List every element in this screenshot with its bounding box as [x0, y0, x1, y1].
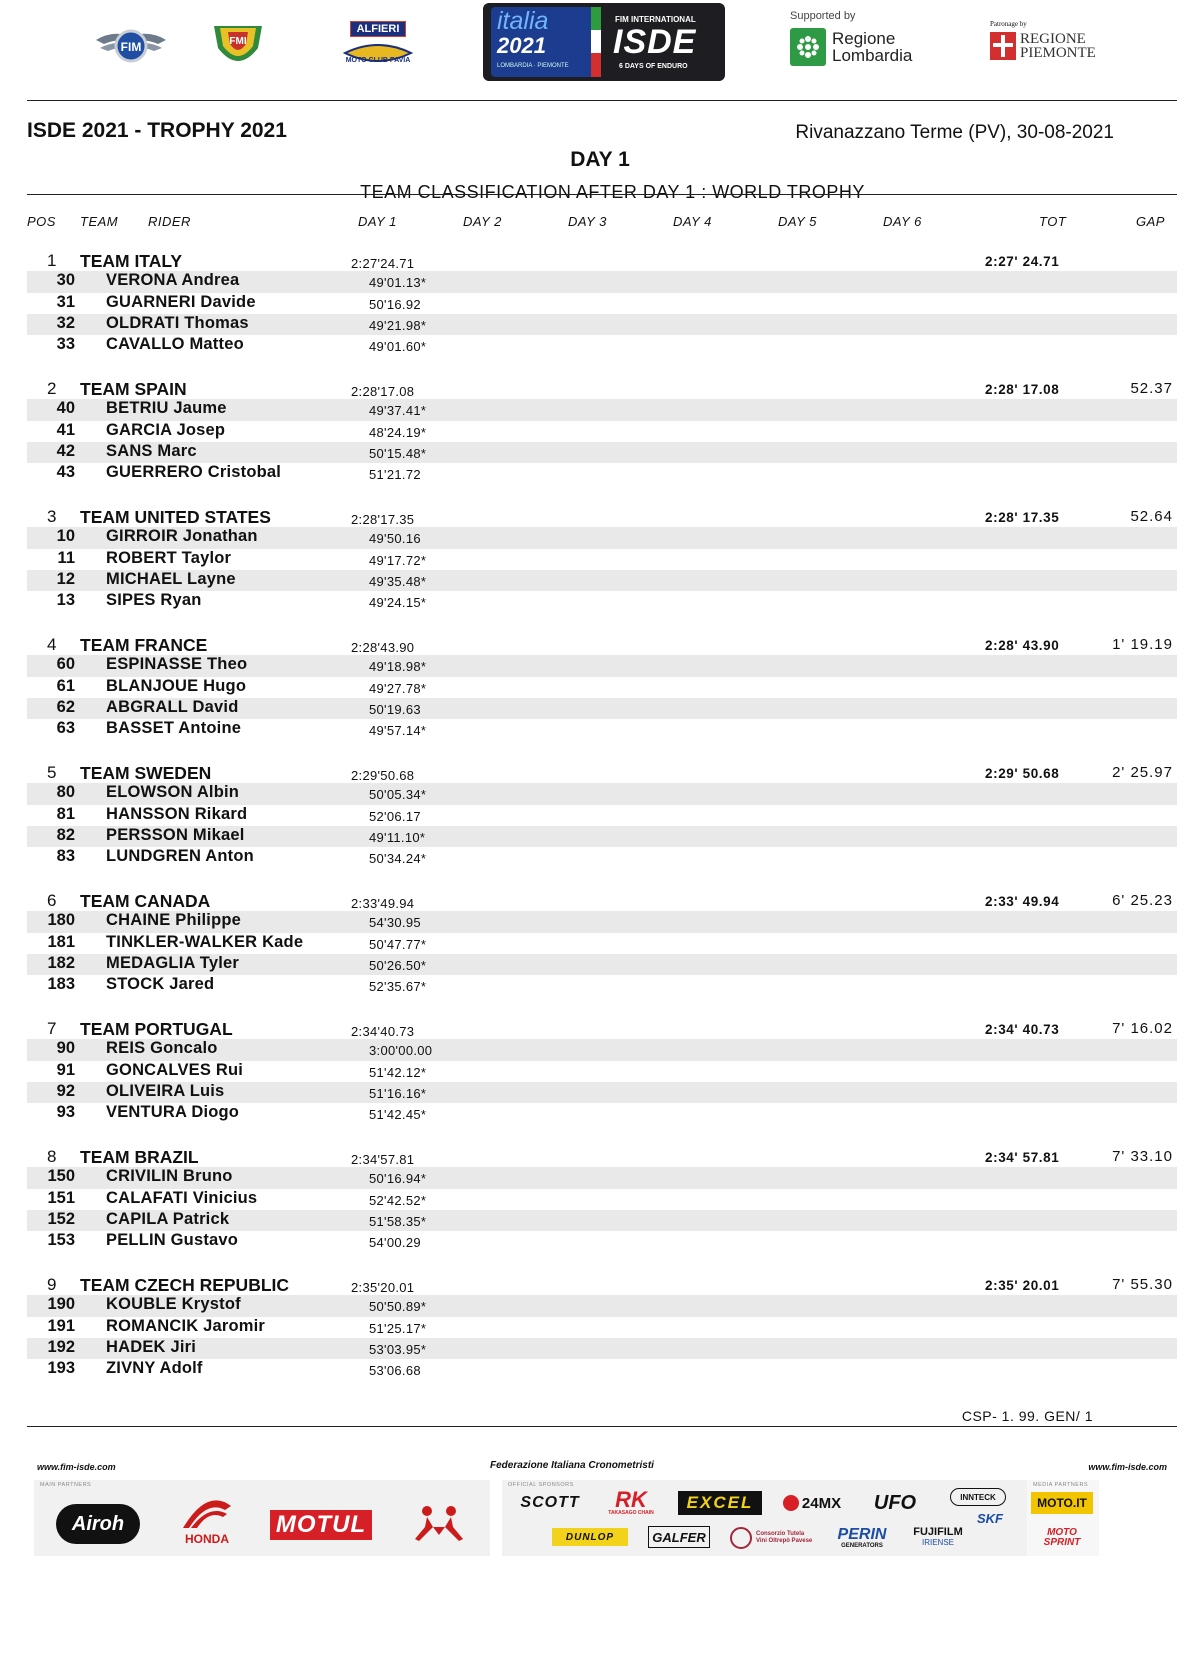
team-block	[27, 634, 1177, 762]
col-day6: DAY 6	[883, 214, 922, 229]
rider-row	[27, 527, 1177, 548]
rider-name: OLDRATI Thomas	[106, 313, 249, 332]
rider-number: 13	[56, 591, 75, 610]
motoclub-text: MOTO CLUB PAVIA	[345, 56, 411, 64]
rider-day1: 49'37.41*	[369, 403, 427, 419]
rider-name: ESPINASSE Theo	[106, 655, 248, 674]
motoit-logo: MOTO.IT	[1031, 1492, 1093, 1514]
rider-row	[27, 1082, 1177, 1103]
rider-name: GUERRERO Cristobal	[106, 463, 282, 482]
rider-name: HADEK Jiri	[106, 1337, 197, 1356]
rider-day1: 51'42.45*	[369, 1107, 427, 1123]
rider-name: ROMANCIK Jaromir	[106, 1316, 266, 1335]
kappa-logo	[402, 1500, 476, 1546]
24mx-logo	[780, 1492, 844, 1514]
team-day1: 2:28'17.35	[351, 512, 415, 527]
rider-name: SANS Marc	[106, 441, 197, 460]
rider-number: 41	[56, 420, 75, 439]
rider-name: GARCIA Josep	[106, 420, 226, 439]
rider-day1: 49'17.72*	[369, 552, 427, 568]
rider-row	[27, 975, 1177, 996]
consorzio-logo	[730, 1524, 820, 1552]
italia-text: italia	[497, 7, 549, 35]
rider-row	[27, 1231, 1177, 1252]
rider-number: 152	[47, 1209, 75, 1228]
rider-day1: 54'30.95	[369, 915, 421, 931]
col-team: TEAM	[80, 214, 119, 229]
col-day5: DAY 5	[778, 214, 817, 229]
team-tot: 2:34' 57.81	[985, 1150, 1060, 1165]
rider-name: CAVALLO Matteo	[106, 335, 244, 354]
team-pos: 4	[47, 635, 57, 654]
rider-number: 83	[56, 847, 75, 866]
rider-day1: 53'03.95*	[369, 1341, 427, 1357]
rider-name: MEDAGLIA Tyler	[106, 953, 239, 972]
rider-name: CHAINE Philippe	[106, 911, 242, 930]
team-pos: 7	[47, 1019, 57, 1038]
regione-lombardia-logo	[790, 10, 940, 72]
rider-row	[27, 826, 1177, 847]
rider-day1: 49'35.48*	[369, 573, 427, 589]
team-row	[27, 1146, 1177, 1167]
rider-day1: 50'34.24*	[369, 851, 427, 867]
rider-row	[27, 805, 1177, 826]
rider-name: MICHAEL Layne	[106, 569, 236, 588]
rider-number: 80	[56, 783, 75, 802]
media-partners-label: MEDIA PARTNERS	[1033, 1482, 1089, 1488]
team-row	[27, 762, 1177, 783]
regione-text: Regione	[832, 29, 896, 48]
rider-row	[27, 1295, 1177, 1316]
rider-name: GONCALVES Rui	[106, 1060, 244, 1079]
team-name: TEAM PORTUGAL	[80, 1019, 233, 1039]
team-day1: 2:33'49.94	[351, 896, 415, 911]
rider-day1: 52'35.67*	[369, 979, 427, 995]
rider-row	[27, 1317, 1177, 1338]
team-row	[27, 250, 1177, 271]
consorzio-text: Consorzio Tutela Vini Oltrepò Pavese	[756, 1531, 813, 1544]
rk-text: RK	[615, 1487, 647, 1512]
24mx-text: 24MX	[801, 1494, 842, 1512]
rider-day1: 49'27.78*	[369, 680, 427, 696]
inntek-logo: INNTECK	[950, 1488, 1006, 1506]
rider-day1: 51'25.17*	[369, 1320, 427, 1336]
rider-name: KOUBLE Krystof	[106, 1295, 241, 1314]
rider-row	[27, 1189, 1177, 1210]
motul-logo: MOTUL	[270, 1510, 372, 1540]
team-tot: 2:34' 40.73	[985, 1022, 1060, 1037]
galfer-logo: GALFER	[648, 1526, 710, 1548]
team-name: TEAM UNITED STATES	[80, 507, 271, 527]
rider-number: 11	[57, 548, 75, 567]
team-row	[27, 1274, 1177, 1295]
piemonte-shield-icon	[990, 32, 1016, 60]
team-name: TEAM SWEDEN	[80, 763, 212, 783]
team-tot: 2:27' 24.71	[985, 254, 1060, 269]
rider-row	[27, 677, 1177, 698]
rider-day1: 49'11.10*	[369, 829, 426, 845]
team-tot: 2:35' 20.01	[985, 1278, 1060, 1293]
team-name: TEAM CZECH REPUBLIC	[80, 1275, 290, 1295]
rider-day1: 49'50.16	[369, 531, 421, 547]
team-name: TEAM FRANCE	[80, 635, 208, 655]
rider-number: 193	[47, 1359, 75, 1378]
rider-day1: 49'21.98*	[369, 317, 427, 333]
rider-number: 63	[56, 719, 75, 738]
isde-top-text: FIM INTERNATIONAL	[615, 15, 696, 24]
team-name: TEAM CANADA	[80, 891, 211, 911]
rider-name: HANSSON Rikard	[106, 804, 248, 823]
team-pos: 6	[47, 891, 57, 910]
rider-day1: 50'05.34*	[369, 787, 427, 803]
rider-number: 91	[56, 1060, 75, 1079]
team-gap: 7' 33.10	[1112, 1148, 1173, 1165]
lombardia-piemonte-text: LOMBARDIA · PIEMONTE	[497, 63, 569, 69]
rider-row	[27, 1103, 1177, 1124]
rider-number: 62	[56, 697, 75, 716]
rider-day1: 50'47.77*	[369, 936, 427, 952]
rider-row	[27, 335, 1177, 356]
team-name: TEAM ITALY	[80, 251, 183, 271]
team-pos: 2	[47, 379, 57, 398]
rider-number: 93	[56, 1103, 75, 1122]
rider-number: 40	[56, 399, 75, 418]
day-title: DAY 1	[570, 148, 630, 171]
rider-day1: 51'21.72	[369, 467, 421, 483]
rider-row	[27, 1061, 1177, 1082]
24mx-circle-icon	[783, 1495, 799, 1511]
rider-number: 12	[56, 569, 75, 588]
team-day1: 2:34'57.81	[351, 1152, 415, 1167]
rider-name: BLANJOUE Hugo	[106, 676, 247, 695]
rider-row	[27, 954, 1177, 975]
federation-text: Federazione Italiana Cronometristi	[490, 1460, 654, 1471]
rider-day1: 51'16.16*	[369, 1085, 427, 1101]
team-tot: 2:29' 50.68	[985, 766, 1060, 781]
team-block	[27, 762, 1177, 890]
team-day1: 2:35'20.01	[351, 1280, 415, 1295]
isde-2021-logo	[483, 3, 725, 81]
team-row	[27, 634, 1177, 655]
classification-title: TEAM CLASSIFICATION AFTER DAY 1 : WORLD TROPHY	[360, 182, 865, 202]
col-day2: DAY 2	[463, 214, 502, 229]
rider-row	[27, 421, 1177, 442]
perin-sub-text: GENERATORS	[841, 1543, 883, 1549]
team-gap: 1' 19.19	[1112, 636, 1173, 653]
rider-day1: 49'01.13*	[369, 275, 427, 291]
svg-text:FMI: FMI	[229, 36, 247, 47]
rider-row	[27, 933, 1177, 954]
consorzio-seal-icon	[730, 1527, 752, 1549]
rider-name: ELOWSON Albin	[106, 783, 240, 802]
team-pos: 8	[47, 1147, 57, 1166]
team-day1: 2:29'50.68	[351, 768, 415, 783]
rider-name: VERONA Andrea	[106, 271, 240, 290]
rider-day1: 51'42.12*	[369, 1064, 427, 1080]
fujifilm-text: FUJIFILM	[913, 1525, 963, 1538]
team-gap: 52.64	[1130, 508, 1173, 525]
team-name: TEAM BRAZIL	[80, 1147, 199, 1167]
rider-day1: 49'24.15*	[369, 595, 427, 611]
team-row	[27, 506, 1177, 527]
col-day1: DAY 1	[358, 214, 397, 229]
rider-day1: 52'06.17	[369, 808, 421, 824]
rider-row	[27, 1359, 1177, 1380]
rider-number: 10	[56, 527, 75, 546]
col-day4: DAY 4	[673, 214, 712, 229]
rider-number: 60	[56, 655, 75, 674]
dunlop-logo: DUNLOP	[552, 1528, 628, 1546]
isde-text: ISDE	[613, 23, 697, 61]
piemonte-text: PIEMONTE	[1020, 45, 1096, 61]
regione-piemonte-logo	[990, 20, 1110, 66]
team-row	[27, 378, 1177, 399]
rider-name: LUNDGREN Anton	[106, 847, 254, 866]
year-text: 2021	[497, 33, 546, 58]
rider-day1: 52'42.52*	[369, 1192, 427, 1208]
team-day1: 2:34'40.73	[351, 1024, 415, 1039]
rider-row	[27, 442, 1177, 463]
rider-row	[27, 271, 1177, 292]
rider-row	[27, 293, 1177, 314]
team-row	[27, 1018, 1177, 1039]
rider-name: BETRIU Jaume	[106, 399, 227, 418]
regione-piemonte-text: REGIONE	[1020, 31, 1086, 47]
lombardia-rose-icon	[790, 28, 826, 66]
team-pos: 1	[47, 251, 57, 270]
rider-name: CAPILA Patrick	[106, 1209, 230, 1228]
rider-name: GIRROIR Jonathan	[106, 527, 258, 546]
team-tot: 2:28' 43.90	[985, 638, 1060, 653]
team-block	[27, 1146, 1177, 1274]
place-date: Rivanazzano Terme (PV), 30-08-2021	[795, 122, 1114, 143]
motosprint-logo: MOTO SPRINT	[1043, 1527, 1081, 1548]
airoh-logo: Airoh	[56, 1504, 140, 1544]
col-rider: RIDER	[148, 214, 191, 229]
rider-row	[27, 570, 1177, 591]
rider-name: STOCK Jared	[106, 975, 215, 994]
rider-row	[27, 719, 1177, 740]
fujifilm-logo	[906, 1520, 970, 1552]
col-tot: TOT	[1039, 214, 1067, 229]
rider-name: OLIVEIRA Luis	[106, 1081, 225, 1100]
rider-number: 42	[56, 441, 75, 460]
rider-number: 31	[56, 292, 75, 311]
rider-number: 61	[56, 676, 75, 695]
isde-sub-text: 6 DAYS OF ENDURO	[619, 63, 688, 70]
footer-rule	[27, 1426, 1177, 1427]
col-pos: POS	[27, 214, 56, 229]
alfieri-text: ALFIERI	[350, 21, 407, 37]
rider-row	[27, 698, 1177, 719]
rider-number: 180	[47, 911, 75, 930]
perin-text: PERIN	[837, 1526, 887, 1543]
team-pos: 3	[47, 507, 57, 526]
media-partners-panel	[1027, 1480, 1099, 1556]
rider-name: REIS Goncalo	[106, 1039, 218, 1058]
rider-name: PELLIN Gustavo	[106, 1231, 239, 1250]
rider-row	[27, 783, 1177, 804]
excel-logo: EXCEL	[678, 1491, 762, 1515]
team-block	[27, 890, 1177, 1018]
rider-row	[27, 549, 1177, 570]
rider-number: 32	[56, 313, 75, 332]
ufo-logo: UFO	[873, 1491, 917, 1514]
rider-number: 182	[47, 953, 75, 972]
team-pos: 9	[47, 1275, 57, 1294]
rider-name: TINKLER-WALKER Kade	[106, 932, 304, 951]
rider-row	[27, 1338, 1177, 1359]
svg-text:FIM: FIM	[120, 40, 142, 54]
rider-number: 192	[47, 1337, 75, 1356]
main-partners-label: MAIN PARTNERS	[40, 1482, 92, 1488]
rider-name: ABGRALL David	[106, 697, 239, 716]
fujifilm-sub-text: IRIENSE	[921, 1537, 954, 1547]
rider-row	[27, 463, 1177, 484]
rider-number: 151	[47, 1188, 75, 1207]
column-header-rule	[27, 194, 1177, 195]
rider-number: 33	[56, 335, 75, 354]
patronage-text: Patronage by	[990, 20, 1027, 28]
rider-row	[27, 591, 1177, 612]
rider-row	[27, 314, 1177, 335]
team-block	[27, 250, 1177, 378]
rider-row	[27, 1210, 1177, 1231]
honda-logo	[172, 1494, 242, 1550]
team-tot: 2:28' 17.35	[985, 510, 1060, 525]
col-day3: DAY 3	[568, 214, 607, 229]
rider-day1: 49'01.60*	[369, 339, 427, 355]
rider-day1: 50'16.92	[369, 296, 421, 312]
rider-row	[27, 1039, 1177, 1060]
rider-row	[27, 911, 1177, 932]
team-gap: 2' 25.97	[1112, 764, 1173, 781]
rider-day1: 49'57.14*	[369, 723, 427, 739]
team-gap: 6' 25.23	[1112, 892, 1173, 909]
team-gap: 7' 55.30	[1112, 1276, 1173, 1293]
main-partners-panel	[34, 1480, 490, 1556]
official-sponsors-panel	[502, 1480, 1027, 1556]
lombardia-text: Lombardia	[832, 46, 913, 65]
team-block	[27, 1274, 1177, 1402]
rider-day1: 50'26.50*	[369, 957, 427, 973]
official-sponsors-label: OFFICIAL SPONSORS	[508, 1482, 574, 1488]
team-day1: 2:28'17.08	[351, 384, 415, 399]
skf-logo: SKF	[977, 1510, 1003, 1526]
rider-number: 153	[47, 1231, 75, 1250]
rider-number: 181	[47, 932, 75, 951]
fmi-logo	[208, 18, 268, 74]
team-block	[27, 1018, 1177, 1146]
rider-day1: 50'15.48*	[369, 445, 427, 461]
honda-text: HONDA	[185, 1532, 229, 1546]
rider-day1: 50'19.63	[369, 701, 421, 717]
rk-logo	[602, 1487, 660, 1516]
footer-url-right[interactable]: www.fim-isde.com	[1088, 1462, 1167, 1472]
col-gap: GAP	[1136, 214, 1165, 229]
team-gap: 52.37	[1130, 380, 1173, 397]
rider-day1: 48'24.19*	[369, 424, 427, 440]
team-block	[27, 506, 1177, 634]
rider-number: 150	[47, 1167, 75, 1186]
team-tot: 2:33' 49.94	[985, 894, 1060, 909]
rider-name: SIPES Ryan	[106, 591, 202, 610]
rider-name: CALAFATI Vinicius	[106, 1188, 258, 1207]
document-title: ISDE 2021 - TROPHY 2021	[27, 119, 287, 142]
fim-logo	[92, 22, 170, 70]
alfieri-logo	[330, 16, 426, 68]
rider-name: ROBERT Taylor	[106, 548, 232, 567]
rider-row	[27, 1167, 1177, 1188]
rider-row	[27, 655, 1177, 676]
team-day1: 2:27'24.71	[351, 256, 415, 271]
rk-sub-text: TAKASAGO CHAIN	[608, 1510, 654, 1516]
rider-number: 183	[47, 975, 75, 994]
rider-number: 92	[56, 1081, 75, 1100]
sponsor-footer	[27, 1452, 1177, 1662]
rider-day1: 51'58.35*	[369, 1213, 427, 1229]
kappa-figures-icon	[407, 1503, 471, 1543]
rider-row	[27, 847, 1177, 868]
team-gap: 7' 16.02	[1112, 1020, 1173, 1037]
rider-number: 191	[47, 1316, 75, 1335]
rider-name: GUARNERI Davide	[106, 292, 256, 311]
rider-day1: 3:00'00.00	[369, 1043, 433, 1059]
rider-number: 81	[56, 804, 75, 823]
rider-name: VENTURA Diogo	[106, 1103, 240, 1122]
perin-logo	[832, 1524, 892, 1552]
honda-wing-icon	[179, 1498, 235, 1532]
rider-number: 90	[56, 1039, 75, 1058]
supported-by-text: Supported by	[790, 10, 856, 22]
rider-name: CRIVILIN Bruno	[106, 1167, 233, 1186]
team-name: TEAM SPAIN	[80, 379, 187, 399]
team-pos: 5	[47, 763, 57, 782]
rider-name: PERSSON Mikael	[106, 825, 245, 844]
classification-table	[27, 250, 1177, 1402]
rider-name: ZIVNY Adolf	[106, 1359, 203, 1378]
rider-day1: 49'18.98*	[369, 659, 427, 675]
footer-url-left[interactable]: www.fim-isde.com	[37, 1462, 116, 1472]
rider-number: 43	[56, 463, 75, 482]
team-row	[27, 890, 1177, 911]
rider-day1: 50'50.89*	[369, 1299, 427, 1315]
rider-name: BASSET Antoine	[106, 719, 242, 738]
rider-day1: 54'00.29	[369, 1235, 421, 1251]
csp-code: CSP- 1. 99. GEN/ 1	[961, 1408, 1093, 1424]
header-rule	[27, 100, 1177, 101]
scott-logo: SCOTT	[520, 1494, 580, 1511]
team-day1: 2:28'43.90	[351, 640, 415, 655]
rider-number: 82	[56, 825, 75, 844]
rider-row	[27, 399, 1177, 420]
header-logos	[0, 0, 1200, 100]
team-block	[27, 378, 1177, 506]
rider-day1: 50'16.94*	[369, 1171, 427, 1187]
rider-number: 30	[56, 271, 75, 290]
team-tot: 2:28' 17.08	[985, 382, 1060, 397]
rider-number: 190	[47, 1295, 75, 1314]
rider-day1: 53'06.68	[369, 1363, 421, 1379]
